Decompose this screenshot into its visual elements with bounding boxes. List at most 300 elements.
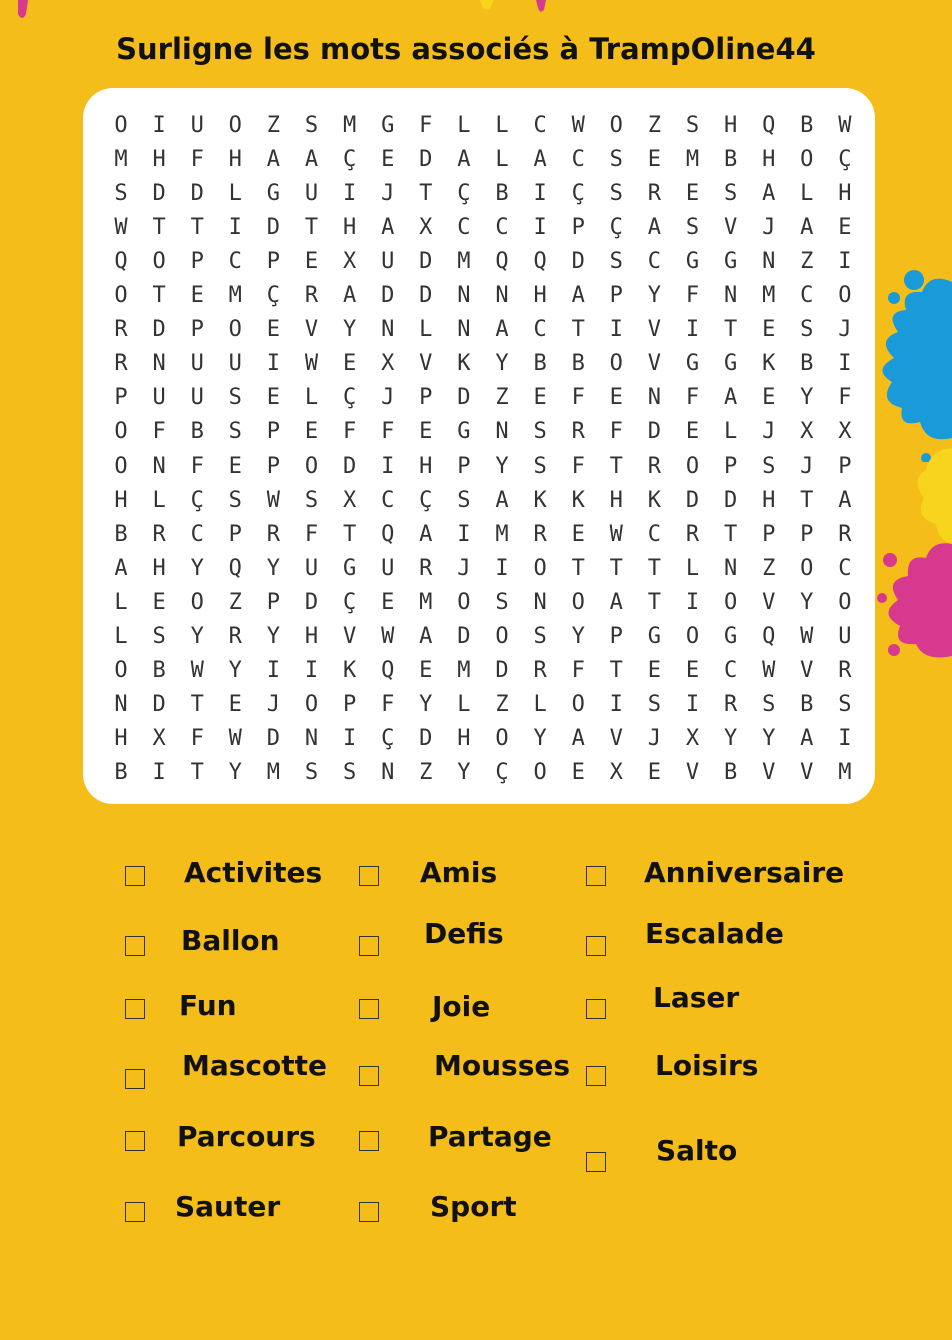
grid-letter[interactable]: O <box>114 113 128 138</box>
grid-letter[interactable]: O <box>304 453 319 479</box>
grid-letter[interactable]: I <box>495 555 509 581</box>
grid-letter[interactable]: S <box>609 181 623 207</box>
grid-letter[interactable]: P <box>457 453 471 479</box>
grid-letter[interactable]: P <box>762 521 776 547</box>
grid-letter[interactable]: U <box>228 351 242 377</box>
grid-letter[interactable]: X <box>342 487 357 513</box>
word-checkbox[interactable] <box>359 999 379 1019</box>
grid-letter[interactable]: E <box>266 385 281 411</box>
grid-letter[interactable]: T <box>647 589 662 615</box>
grid-letter[interactable]: W <box>266 487 281 513</box>
grid-letter[interactable]: H <box>114 487 128 513</box>
grid-letter[interactable]: W <box>838 113 852 138</box>
grid-letter[interactable]: N <box>114 691 128 717</box>
grid-letter[interactable]: I <box>152 759 166 785</box>
grid-letter[interactable]: A <box>533 147 547 173</box>
grid-letter[interactable]: M <box>762 283 776 309</box>
grid-letter[interactable]: Y <box>228 759 242 785</box>
grid-letter[interactable]: A <box>419 623 433 649</box>
grid-letter[interactable]: R <box>152 521 166 547</box>
grid-letter[interactable]: J <box>762 419 776 445</box>
grid-letter[interactable]: D <box>419 725 433 751</box>
grid-letter[interactable]: S <box>304 487 319 513</box>
grid-letter[interactable]: L <box>533 691 547 717</box>
grid-letter[interactable]: O <box>114 657 128 683</box>
grid-letter[interactable]: E <box>152 589 166 615</box>
grid-letter[interactable]: C <box>647 521 662 547</box>
grid-letter[interactable]: E <box>381 589 395 615</box>
grid-letter[interactable]: F <box>381 419 395 445</box>
grid-letter[interactable]: I <box>685 317 700 343</box>
grid-letter[interactable]: A <box>800 725 814 751</box>
grid-letter[interactable]: X <box>381 351 395 377</box>
grid-letter[interactable]: E <box>647 759 662 785</box>
grid-letter[interactable]: B <box>571 351 585 377</box>
grid-letter[interactable]: A <box>114 555 128 581</box>
grid-letter[interactable]: Y <box>266 623 281 649</box>
grid-letter[interactable]: L <box>457 113 471 138</box>
grid-letter[interactable]: B <box>723 147 738 173</box>
grid-letter[interactable]: M <box>457 657 471 683</box>
grid-letter[interactable]: O <box>228 317 242 343</box>
grid-letter[interactable]: M <box>266 759 281 785</box>
grid-letter[interactable]: E <box>685 181 700 207</box>
grid-letter[interactable]: P <box>838 453 852 479</box>
grid-letter[interactable]: T <box>800 487 814 513</box>
grid-letter[interactable]: E <box>419 419 433 445</box>
grid-letter[interactable]: Q <box>381 657 395 683</box>
grid-letter[interactable]: K <box>342 657 357 683</box>
word-checkbox[interactable] <box>586 1152 606 1172</box>
grid-letter[interactable]: F <box>838 385 852 411</box>
grid-letter[interactable]: B <box>723 759 738 785</box>
grid-letter[interactable]: E <box>304 249 319 275</box>
grid-letter[interactable]: O <box>114 419 128 445</box>
grid-letter[interactable]: D <box>266 725 281 751</box>
grid-letter[interactable]: R <box>533 657 547 683</box>
grid-letter[interactable]: Z <box>266 113 281 138</box>
grid-letter[interactable]: K <box>457 351 471 377</box>
grid-letter[interactable]: S <box>723 181 738 207</box>
grid-letter[interactable]: Ç <box>266 283 281 309</box>
grid-letter[interactable]: O <box>533 555 547 581</box>
grid-letter[interactable]: Z <box>762 555 776 581</box>
grid-letter[interactable]: N <box>381 317 395 343</box>
grid-letter[interactable]: H <box>228 147 242 173</box>
grid-letter[interactable]: R <box>114 351 128 377</box>
grid-letter[interactable]: A <box>647 215 662 241</box>
grid-letter[interactable]: R <box>571 419 585 445</box>
grid-letter[interactable]: O <box>304 691 319 717</box>
grid-letter[interactable]: F <box>571 657 585 683</box>
grid-letter[interactable]: S <box>685 215 700 241</box>
grid-letter[interactable]: H <box>762 487 776 513</box>
grid-letter[interactable]: U <box>304 555 319 581</box>
grid-letter[interactable]: U <box>381 249 395 275</box>
grid-letter[interactable]: N <box>152 453 166 479</box>
grid-letter[interactable]: I <box>838 249 852 275</box>
grid-letter[interactable]: G <box>381 113 395 138</box>
grid-letter[interactable]: J <box>266 691 281 717</box>
grid-letter[interactable]: Y <box>495 453 509 479</box>
grid-letter[interactable]: M <box>114 147 128 173</box>
grid-letter[interactable]: E <box>762 317 776 343</box>
grid-letter[interactable]: S <box>685 113 700 138</box>
grid-letter[interactable]: M <box>419 589 433 615</box>
grid-letter[interactable]: Q <box>533 249 547 275</box>
grid-letter[interactable]: H <box>152 555 166 581</box>
grid-letter[interactable]: Y <box>419 691 433 717</box>
grid-letter[interactable]: O <box>800 147 814 173</box>
grid-letter[interactable]: P <box>571 215 585 241</box>
grid-letter[interactable]: M <box>228 283 242 309</box>
grid-letter[interactable]: D <box>647 419 662 445</box>
grid-letter[interactable]: S <box>457 487 471 513</box>
grid-letter[interactable]: W <box>762 657 776 683</box>
grid-letter[interactable]: R <box>685 521 700 547</box>
grid-letter[interactable]: F <box>685 385 700 411</box>
grid-letter[interactable]: N <box>381 759 395 785</box>
word-checkbox[interactable] <box>125 1131 145 1151</box>
grid-letter[interactable]: A <box>762 181 776 207</box>
grid-letter[interactable]: O <box>838 283 852 309</box>
grid-letter[interactable]: X <box>152 725 166 751</box>
grid-letter[interactable]: R <box>838 521 852 547</box>
grid-letter[interactable]: E <box>838 215 852 241</box>
grid-letter[interactable]: F <box>609 419 623 445</box>
word-checkbox[interactable] <box>586 866 606 886</box>
grid-letter[interactable]: C <box>838 555 852 581</box>
grid-letter[interactable]: N <box>457 283 471 309</box>
grid-letter[interactable]: Ç <box>419 487 433 513</box>
grid-letter[interactable]: A <box>571 283 585 309</box>
grid-letter[interactable]: O <box>495 623 509 649</box>
grid-letter[interactable]: T <box>152 283 166 309</box>
grid-letter[interactable]: B <box>190 419 204 445</box>
grid-letter[interactable]: Y <box>571 623 585 649</box>
grid-letter[interactable]: Z <box>800 249 814 275</box>
grid-letter[interactable]: I <box>838 725 852 751</box>
grid-letter[interactable]: S <box>838 691 852 717</box>
grid-letter[interactable]: O <box>723 589 738 615</box>
grid-letter[interactable]: P <box>419 385 433 411</box>
grid-letter[interactable]: G <box>723 623 738 649</box>
grid-letter[interactable]: R <box>114 317 128 343</box>
grid-letter[interactable]: W <box>190 657 204 683</box>
grid-letter[interactable]: T <box>571 317 585 343</box>
grid-letter[interactable]: E <box>342 351 357 377</box>
grid-letter[interactable]: O <box>190 589 204 615</box>
grid-letter[interactable]: L <box>304 385 319 411</box>
grid-letter[interactable]: F <box>152 419 166 445</box>
grid-letter[interactable]: V <box>800 759 814 785</box>
grid-letter[interactable]: H <box>342 215 357 241</box>
grid-letter[interactable]: Y <box>342 317 357 343</box>
grid-letter[interactable]: U <box>190 351 204 377</box>
grid-letter[interactable]: W <box>304 351 319 377</box>
word-checkbox[interactable] <box>125 1202 145 1222</box>
grid-letter[interactable]: P <box>190 249 204 275</box>
grid-letter[interactable]: V <box>685 759 700 785</box>
grid-letter[interactable]: E <box>266 317 281 343</box>
grid-letter[interactable]: R <box>266 521 281 547</box>
grid-letter[interactable]: D <box>419 283 433 309</box>
grid-letter[interactable]: W <box>571 113 585 138</box>
grid-letter[interactable]: I <box>381 453 395 479</box>
grid-letter[interactable]: C <box>800 283 814 309</box>
grid-letter[interactable]: Q <box>762 623 776 649</box>
grid-letter[interactable]: O <box>609 351 623 377</box>
grid-letter[interactable]: S <box>228 419 242 445</box>
grid-letter[interactable]: H <box>152 147 166 173</box>
grid-letter[interactable]: X <box>800 419 814 445</box>
grid-letter[interactable]: O <box>228 113 242 138</box>
grid-letter[interactable]: Ç <box>609 215 623 241</box>
grid-letter[interactable]: X <box>609 759 623 785</box>
grid-letter[interactable]: Y <box>190 623 204 649</box>
grid-letter[interactable]: I <box>304 657 319 683</box>
grid-letter[interactable]: F <box>571 385 585 411</box>
grid-letter[interactable]: W <box>381 623 395 649</box>
grid-letter[interactable]: F <box>342 419 357 445</box>
grid-letter[interactable]: Q <box>114 249 128 275</box>
grid-letter[interactable]: Y <box>495 351 509 377</box>
grid-letter[interactable]: L <box>457 691 471 717</box>
grid-letter[interactable]: D <box>571 249 585 275</box>
grid-letter[interactable]: Ç <box>190 487 204 513</box>
grid-letter[interactable]: G <box>685 351 700 377</box>
grid-letter[interactable]: N <box>152 351 166 377</box>
grid-letter[interactable]: A <box>723 385 738 411</box>
grid-letter[interactable]: N <box>533 589 547 615</box>
grid-letter[interactable]: H <box>304 623 319 649</box>
grid-letter[interactable]: C <box>571 147 585 173</box>
grid-letter[interactable]: Ç <box>381 725 395 751</box>
grid-letter[interactable]: I <box>685 691 700 717</box>
grid-letter[interactable]: Y <box>800 589 814 615</box>
grid-letter[interactable]: R <box>647 181 662 207</box>
word-checkbox[interactable] <box>125 999 145 1019</box>
grid-letter[interactable]: Y <box>457 759 471 785</box>
grid-letter[interactable]: B <box>800 351 814 377</box>
grid-letter[interactable]: Y <box>647 283 662 309</box>
grid-letter[interactable]: Y <box>800 385 814 411</box>
grid-letter[interactable]: P <box>609 623 623 649</box>
grid-letter[interactable]: P <box>342 691 357 717</box>
grid-letter[interactable]: K <box>762 351 776 377</box>
grid-letter[interactable]: O <box>571 691 585 717</box>
grid-letter[interactable]: O <box>114 453 128 479</box>
grid-letter[interactable]: Z <box>228 589 242 615</box>
grid-letter[interactable]: R <box>304 283 319 309</box>
word-checkbox[interactable] <box>359 936 379 956</box>
grid-letter[interactable]: S <box>114 181 128 207</box>
grid-letter[interactable]: N <box>495 283 509 309</box>
grid-letter[interactable]: D <box>190 181 204 207</box>
grid-letter[interactable]: X <box>342 249 357 275</box>
grid-letter[interactable]: X <box>419 215 433 241</box>
grid-letter[interactable]: E <box>533 385 547 411</box>
grid-letter[interactable]: L <box>114 623 128 649</box>
grid-letter[interactable]: Ç <box>495 759 509 785</box>
grid-letter[interactable]: S <box>304 113 319 138</box>
grid-letter[interactable]: T <box>419 181 433 207</box>
grid-letter[interactable]: D <box>152 181 166 207</box>
grid-letter[interactable]: I <box>152 113 166 138</box>
grid-letter[interactable]: J <box>762 215 776 241</box>
grid-letter[interactable]: G <box>647 623 662 649</box>
grid-letter[interactable]: D <box>495 657 509 683</box>
grid-letter[interactable]: P <box>114 385 128 411</box>
grid-letter[interactable]: E <box>419 657 433 683</box>
grid-letter[interactable]: W <box>114 215 128 241</box>
grid-letter[interactable]: M <box>342 113 357 138</box>
grid-letter[interactable]: D <box>152 691 166 717</box>
word-checkbox[interactable] <box>359 866 379 886</box>
grid-letter[interactable]: A <box>495 317 509 343</box>
grid-letter[interactable]: L <box>723 419 738 445</box>
grid-letter[interactable]: F <box>571 453 585 479</box>
grid-letter[interactable]: D <box>419 147 433 173</box>
grid-letter[interactable]: O <box>495 725 509 751</box>
grid-letter[interactable]: T <box>342 521 357 547</box>
grid-letter[interactable]: T <box>609 657 623 683</box>
grid-letter[interactable]: J <box>381 385 395 411</box>
grid-letter[interactable]: O <box>571 589 585 615</box>
grid-letter[interactable]: U <box>190 385 204 411</box>
grid-letter[interactable]: D <box>457 385 471 411</box>
grid-letter[interactable]: Y <box>723 725 738 751</box>
grid-letter[interactable]: R <box>533 521 547 547</box>
grid-letter[interactable]: F <box>685 283 700 309</box>
grid-letter[interactable]: L <box>152 487 166 513</box>
grid-letter[interactable]: A <box>495 487 509 513</box>
grid-letter[interactable]: W <box>228 725 242 751</box>
grid-letter[interactable]: O <box>533 759 547 785</box>
grid-letter[interactable]: I <box>609 691 623 717</box>
grid-letter[interactable]: N <box>304 725 319 751</box>
grid-letter[interactable]: S <box>609 249 623 275</box>
grid-letter[interactable]: S <box>495 589 509 615</box>
grid-letter[interactable]: U <box>381 555 395 581</box>
grid-letter[interactable]: D <box>419 249 433 275</box>
grid-letter[interactable]: Y <box>190 555 204 581</box>
grid-letter[interactable]: I <box>533 181 547 207</box>
grid-letter[interactable]: A <box>266 147 281 173</box>
grid-letter[interactable]: R <box>419 555 433 581</box>
grid-letter[interactable]: N <box>495 419 509 445</box>
grid-letter[interactable]: A <box>457 147 471 173</box>
grid-letter[interactable]: P <box>266 453 281 479</box>
grid-letter[interactable]: H <box>609 487 623 513</box>
grid-letter[interactable]: C <box>533 317 547 343</box>
word-checkbox[interactable] <box>359 1066 379 1086</box>
word-checkbox[interactable] <box>125 866 145 886</box>
grid-letter[interactable]: I <box>838 351 852 377</box>
grid-letter[interactable]: T <box>609 453 623 479</box>
grid-letter[interactable]: A <box>609 589 623 615</box>
grid-letter[interactable]: R <box>228 623 242 649</box>
grid-letter[interactable]: G <box>342 555 357 581</box>
grid-letter[interactable]: H <box>723 113 738 138</box>
grid-letter[interactable]: E <box>685 657 700 683</box>
grid-letter[interactable]: D <box>342 453 357 479</box>
grid-letter[interactable]: T <box>190 215 204 241</box>
grid-letter[interactable]: S <box>533 623 547 649</box>
grid-letter[interactable]: A <box>571 725 585 751</box>
grid-letter[interactable]: C <box>723 657 738 683</box>
grid-letter[interactable]: U <box>838 623 852 649</box>
grid-letter[interactable]: B <box>800 691 814 717</box>
grid-letter[interactable]: K <box>647 487 662 513</box>
grid-letter[interactable]: Y <box>533 725 547 751</box>
grid-letter[interactable]: G <box>723 351 738 377</box>
grid-letter[interactable]: C <box>647 249 662 275</box>
grid-letter[interactable]: V <box>647 317 662 343</box>
grid-letter[interactable]: U <box>190 113 204 138</box>
grid-letter[interactable]: Ç <box>342 385 357 411</box>
grid-letter[interactable]: D <box>723 487 738 513</box>
grid-letter[interactable]: Y <box>762 725 776 751</box>
grid-letter[interactable]: T <box>571 555 585 581</box>
grid-letter[interactable]: T <box>304 215 319 241</box>
grid-letter[interactable]: M <box>457 249 471 275</box>
grid-letter[interactable]: Y <box>228 657 242 683</box>
grid-letter[interactable]: Ç <box>342 147 357 173</box>
grid-letter[interactable]: S <box>342 759 357 785</box>
grid-letter[interactable]: D <box>152 317 166 343</box>
grid-letter[interactable]: B <box>114 521 128 547</box>
grid-letter[interactable]: E <box>571 759 585 785</box>
grid-letter[interactable]: P <box>266 249 281 275</box>
grid-letter[interactable]: L <box>114 589 128 615</box>
grid-letter[interactable]: S <box>304 759 319 785</box>
grid-letter[interactable]: I <box>228 215 242 241</box>
grid-letter[interactable]: H <box>419 453 433 479</box>
grid-letter[interactable]: E <box>762 385 776 411</box>
grid-letter[interactable]: E <box>381 147 395 173</box>
grid-letter[interactable]: A <box>419 521 433 547</box>
grid-letter[interactable]: C <box>381 487 395 513</box>
grid-letter[interactable]: E <box>228 453 242 479</box>
grid-letter[interactable]: M <box>838 759 852 785</box>
grid-letter[interactable]: S <box>647 691 662 717</box>
grid-letter[interactable]: P <box>190 317 204 343</box>
grid-letter[interactable]: M <box>685 147 700 173</box>
grid-letter[interactable]: A <box>342 283 357 309</box>
grid-letter[interactable]: Z <box>495 385 509 411</box>
word-checkbox[interactable] <box>359 1202 379 1222</box>
grid-letter[interactable]: R <box>647 453 662 479</box>
grid-letter[interactable]: T <box>723 521 738 547</box>
grid-letter[interactable]: B <box>533 351 547 377</box>
grid-letter[interactable]: U <box>152 385 166 411</box>
grid-letter[interactable]: N <box>647 385 662 411</box>
grid-letter[interactable]: D <box>381 283 395 309</box>
grid-letter[interactable]: I <box>342 181 357 207</box>
grid-letter[interactable]: A <box>838 487 852 513</box>
grid-letter[interactable]: F <box>419 113 433 138</box>
grid-letter[interactable]: Q <box>762 113 776 138</box>
grid-letter[interactable]: T <box>723 317 738 343</box>
grid-letter[interactable]: O <box>457 589 471 615</box>
grid-letter[interactable]: O <box>685 623 700 649</box>
grid-letter[interactable]: W <box>609 521 623 547</box>
grid-letter[interactable]: D <box>266 215 281 241</box>
grid-letter[interactable]: S <box>533 419 547 445</box>
grid-letter[interactable]: W <box>800 623 814 649</box>
grid-letter[interactable]: F <box>381 691 395 717</box>
